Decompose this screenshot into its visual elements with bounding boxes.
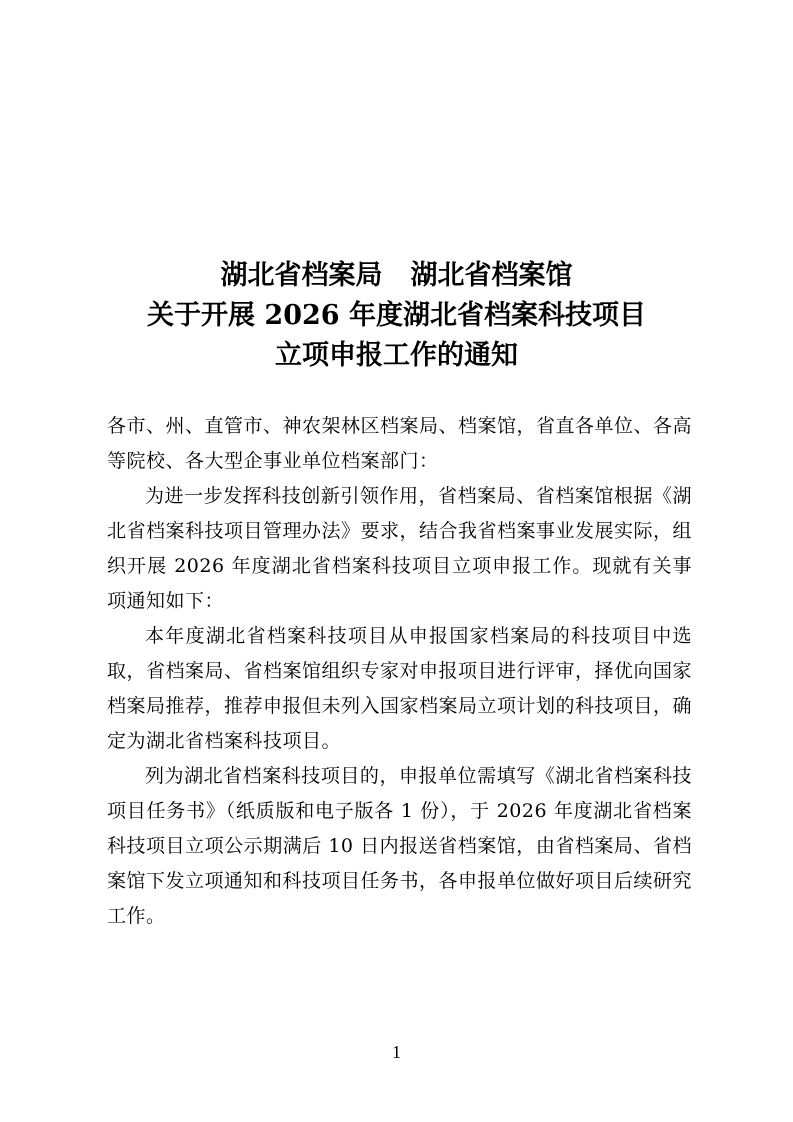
title-issuer-1: 湖北省档案局 (220, 260, 383, 291)
title-issuer-2: 湖北省档案馆 (410, 260, 573, 291)
document-title (80, 256, 713, 376)
paragraph-3: 列为湖北省档案科技项目的，申报单位需填写《湖北省档案科技项目任务书》（纸质版和电子版各 1 份），于 2026 年度湖北省档案科技项目立项公示期满后 10 日内报送省档案馆，由省档案局、省档案馆下发立项通知和科技项目任务书，各申报单位做好项目后续研究工作。 (107, 765, 693, 927)
page-number: 1 (392, 1042, 401, 1062)
document-body (107, 409, 692, 934)
title-line-3: 立项申报工作的通知 (275, 340, 518, 371)
title-issuers-line (80, 256, 713, 296)
salutation: 各市、州、直管市、神农架林区档案局、档案馆，省直各单位、各高等院校、各大型企事业单位档案部门： (107, 415, 693, 472)
paragraph-2: 本年度湖北省档案科技项目从申报国家档案局的科技项目中选取，省档案局、省档案馆组织专家对申报项目进行评审，择优向国家档案局推荐，推荐申报但未列入国家档案局立项计划的科技项目，确定为湖北省档案科技项目。 (107, 625, 693, 752)
paragraph-1: 为进一步发挥科技创新引领作用，省档案局、省档案馆根据《湖北省档案科技项目管理办法》要求，结合我省档案事业发展实际，组织开展 2026 年度湖北省档案科技项目立项申报工作。现就有关事项通知如下： (107, 485, 693, 612)
title-line-2: 关于开展 2026 年度湖北省档案科技项目 (147, 300, 646, 331)
